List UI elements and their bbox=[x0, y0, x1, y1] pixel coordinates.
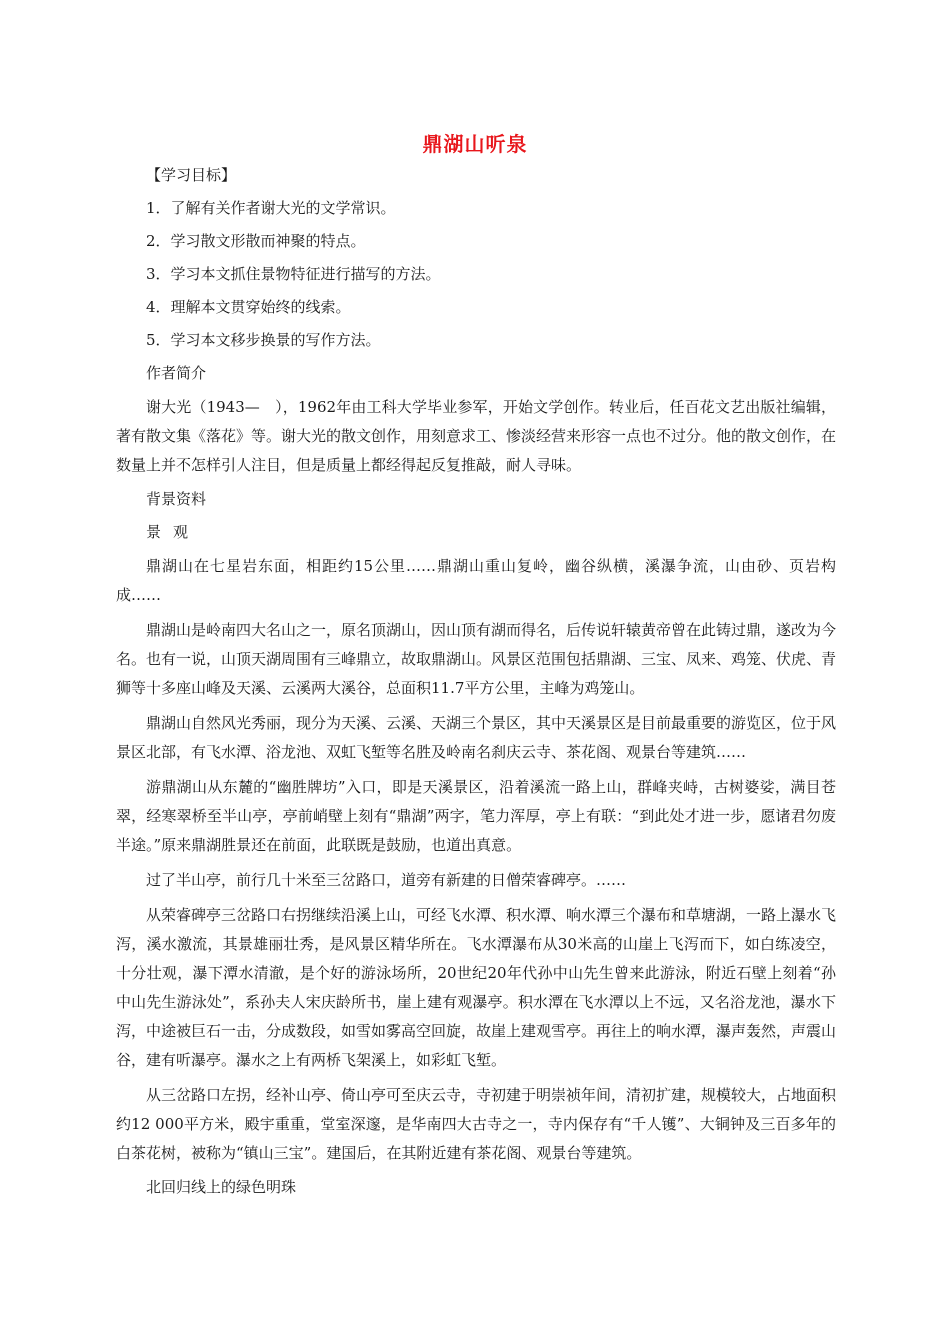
body-paragraph: 鼎湖山自然风光秀丽，现分为天溪、云溪、天湖三个景区，其中天溪景区是目前最重要的游览区，位于风景区北部，有飞水潭、浴龙池、双虹飞堑等名胜及岭南名刹庆云寺、茶花阁、观景台等建筑…… bbox=[116, 714, 837, 761]
author-paragraph: 谢大光（1943— ），1962年由工科大学毕业参军，开始文学创作。转业后，任百花文艺出版社编辑，著有散文集《落花》等。谢大光的散文创作，用刻意求工、惨淡经营来形容一点也不过分。他的散文创作，在数量上并不怎样引人注目，但是质量上都经得起反复推敲，耐人寻味。 bbox=[116, 398, 837, 474]
body-paragraph: 游鼎湖山从东麓的“幽胜牌坊”入口，即是天溪景区，沿着溪流一路上山，群峰夹峙，古树婆娑，满目苍翠，经寒翠桥至半山亭，亭前峭壁上刻有“鼎湖”两字，笔力浑厚，亭上有联：“到此处才进一步，愿诸君勿废半途。”原来鼎湖胜景还在前面，此联既是鼓励，也道出真意。 bbox=[116, 778, 836, 854]
section-heading: 北回归线上的绿色明珠 bbox=[146, 1178, 297, 1196]
body-paragraph: 鼎湖山在七星岩东面，相距约15公里……鼎湖山重山复岭，幽谷纵横，溪瀑争流，山由砂、页岩构成…… bbox=[116, 557, 836, 604]
scenery-heading: 景观 bbox=[146, 523, 201, 541]
body-paragraph: 鼎湖山是岭南四大名山之一，原名顶湖山，因山顶有湖而得名，后传说轩辕黄帝曾在此铸过鼎，遂改为今名。也有一说，山顶天湖周围有三峰鼎立，故取鼎湖山。风景区范围包括鼎湖、三宝、凤来、鸡笼、伏虎、青狮等十多座山峰及天溪、云溪两大溪谷，总面积11.7平方公里，主峰为鸡笼山。 bbox=[116, 621, 837, 697]
objective-item: 5．学习本文移步换景的写作方法。 bbox=[146, 331, 381, 349]
objectives-heading: 【学习目标】 bbox=[146, 166, 237, 184]
objective-item: 3．学习本文抓住景物特征进行描写的方法。 bbox=[146, 265, 441, 283]
document-title: 鼎湖山听泉 bbox=[422, 132, 528, 156]
document-body bbox=[116, 162, 836, 1207]
body-paragraph: 过了半山亭，前行几十米至三岔路口，道旁有新建的日僧荣睿碑亭。…… bbox=[146, 871, 627, 889]
author-heading: 作者简介 bbox=[146, 364, 207, 382]
objective-item: 1．了解有关作者谢大光的文学常识。 bbox=[146, 199, 396, 217]
objective-item: 4．理解本文贯穿始终的线索。 bbox=[146, 298, 351, 316]
background-heading: 背景资料 bbox=[146, 490, 207, 508]
objective-item: 2．学习散文形散而神聚的特点。 bbox=[146, 232, 366, 250]
body-paragraph: 从三岔路口左拐，经补山亭、倚山亭可至庆云寺，寺初建于明崇祯年间，清初扩建，规模较大，占地面积约12 000平方米，殿宇重重，堂室深邃，是华南四大古寺之一，寺内保存有“千人镬”、大铜钟及三百多年的白茶花树，被称为“镇山三宝”。建国后，在其附近建有茶花阁、观景台等建筑。 bbox=[116, 1086, 837, 1162]
body-paragraph: 从荣睿碑亭三岔路口右拐继续沿溪上山，可经飞水潭、积水潭、响水潭三个瀑布和草塘湖，一路上瀑水飞泻，溪水激流，其景雄丽壮秀，是风景区精华所在。飞水潭瀑布从30米高的山崖上飞泻而下，如白练凌空，十分壮观，瀑下潭水清澈，是个好的游泳场所，20世纪20年代孙中山先生曾来此游泳，附近石壁上刻着“孙中山先生游泳处”，系孙夫人宋庆龄所书，崖上建有观瀑亭。积水潭在飞水潭以上不远，又名浴龙池，瀑水下泻，中途被巨石一击，分成数段，如雪如雾高空回旋，故崖上建观雪亭。再往上的响水潭，瀑声轰然，声震山谷，建有听瀑亭。瀑水之上有两桥飞架溪上，如彩虹飞堑。 bbox=[116, 906, 837, 1069]
